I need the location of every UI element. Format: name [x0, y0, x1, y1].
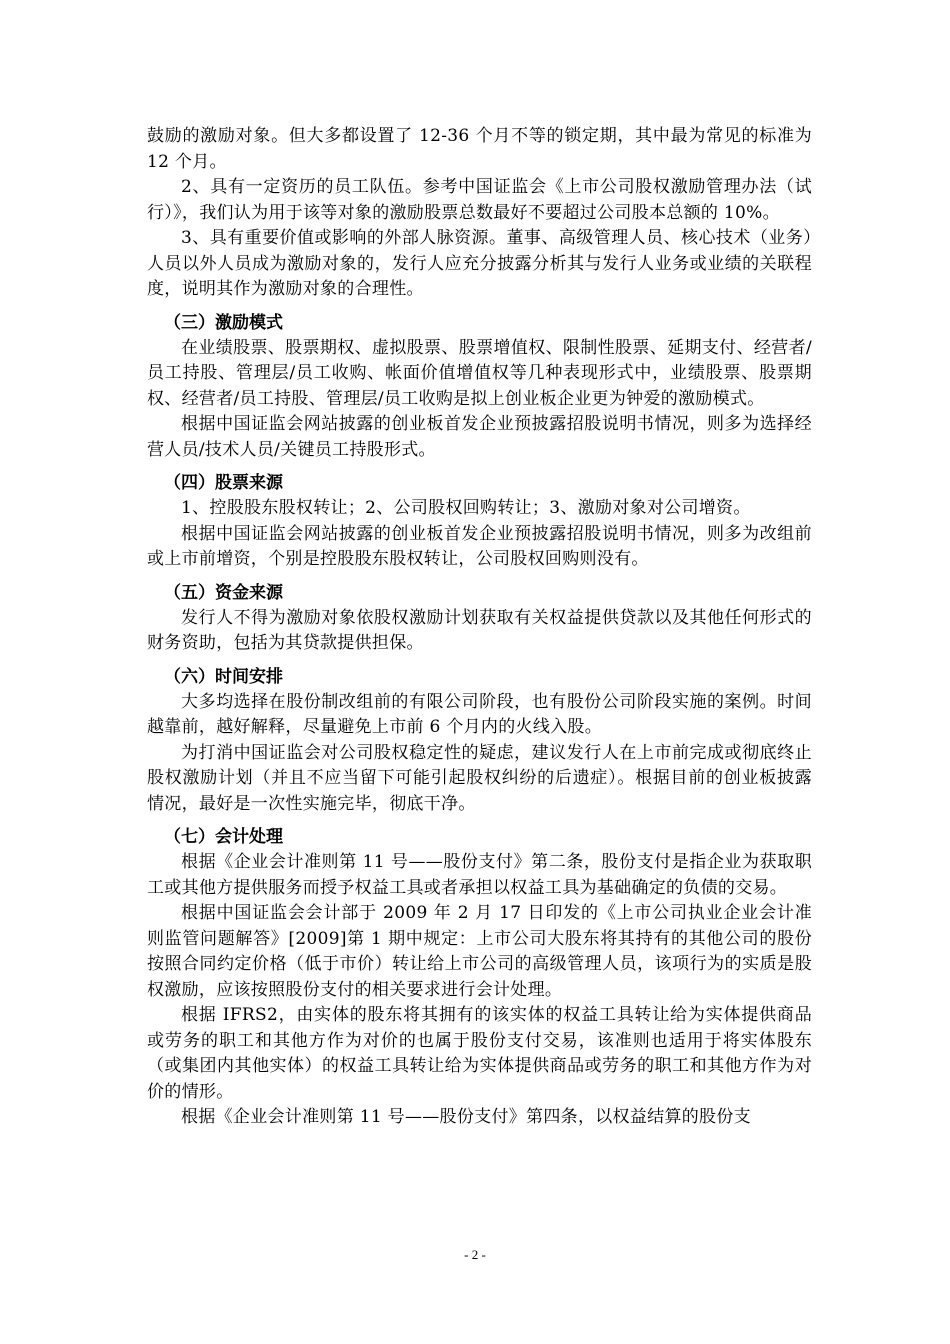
paragraph: 根据 IFRS2，由实体的股东将其拥有的该实体的权益工具转让给为实体提供商品或劳务的职工和其他方作为对价的也属于股份支付交易，该准则也适用于将实体股东（或集团内其他实体）的权益工具转让给为实体提供商品或劳务的职工和其他方作为对价的情形。 [147, 1005, 812, 1102]
paragraph: 3、具有重要价值或影响的外部人脉资源。董事、高级管理人员、核心技术（业务）人员以外人员成为激励对象的，发行人应充分披露分析其与发行人业务或业绩的关联程度，说明其作为激励对象的合理性。 [147, 228, 812, 299]
page-number: - 2 - [464, 1247, 486, 1262]
paragraph: 1、控股股东股权转让；2、公司股权回购转让；3、激励对象对公司增资。 [181, 498, 751, 518]
paragraph: 在业绩股票、股票期权、虚拟股票、股票增值权、限制性股票、延期支付、经营者/员工持股、管理层/员工收购、帐面价值增值权等几种表现形式中，业绩股票、股票期权、经营者/员工持股、管理层/员工收购是拟上创业板企业更为钟爱的激励模式。 [147, 337, 812, 409]
paragraph: 根据中国证监会网站披露的创业板首发企业预披露招股说明书情况，则多为选择经营人员/技术人员/关键员工持股形式。 [147, 414, 812, 460]
paragraph: 根据中国证监会会计部于 2009 年 2 月 17 日印发的《上市公司执业企业会计准则监管问题解答》[2009]第 1 期中规定：上市公司大股东将其持有的其他公司的股份按照合同约定价格（低于市价）转让给上市公司的高级管理人员，该项行为的实质是股权激励，应该按照股份支付的相关要求进行会计处理。 [147, 903, 812, 1000]
paragraph: 根据《企业会计准则第 11 号——股份支付》第四条，以权益结算的股份支 [181, 1107, 751, 1127]
paragraph: 2、具有一定资历的员工队伍。参考中国证监会《上市公司股权激励管理办法（试行）》，我们认为用于该等对象的激励股票总数最好不要超过公司股本总额的 10%。 [147, 177, 812, 223]
section-heading-timing: （六）时间安排 [164, 666, 283, 687]
section-heading-accounting: （七）会计处理 [164, 827, 283, 847]
document-body [147, 124, 812, 1131]
paragraph: 发行人不得为激励对象依股权激励计划获取有关权益提供贷款以及其他任何形式的财务资助，包括为其贷款提供担保。 [147, 607, 812, 653]
section-heading-stock-source: （四）股票来源 [164, 473, 283, 493]
section-heading-incentive-mode: （三）激励模式 [164, 312, 283, 333]
paragraph: 根据中国证监会网站披露的创业板首发企业预披露招股说明书情况，则多为改组前或上市前增资，个别是控股股东股权转让，公司股权回购则没有。 [147, 523, 812, 569]
paragraph: 为打消中国证监会对公司股权稳定性的疑虑，建议发行人在上市前完成或彻底终止股权激励计划（并且不应当留下可能引起股权纠纷的后遗症）。根据目前的创业板披露情况，最好是一次性实施完毕，彻底干净。 [147, 742, 812, 814]
section-heading-fund-source: （五）资金来源 [164, 582, 283, 603]
paragraph: 根据《企业会计准则第 11 号——股份支付》第二条，股份支付是指企业为获取职工或其他方提供服务而授予权益工具或者承担以权益工具为基础确定的负债的交易。 [147, 852, 812, 898]
paragraph: 大多均选择在股份制改组前的有限公司阶段，也有股份公司阶段实施的案例。时间越靠前，越好解释，尽量避免上市前 6 个月内的火线入股。 [147, 691, 812, 737]
paragraph: 鼓励的激励对象。但大多都设置了 12-36 个月不等的锁定期，其中最为常见的标准为 12 个月。 [147, 126, 812, 172]
